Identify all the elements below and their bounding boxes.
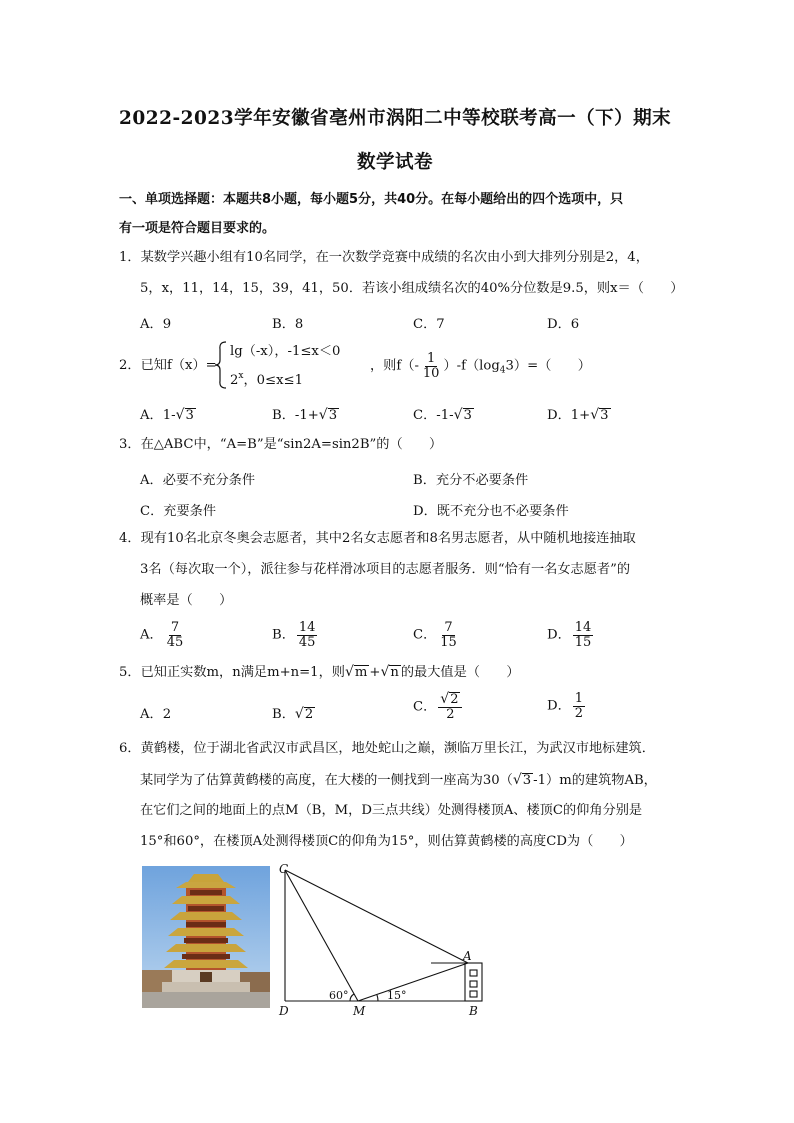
q4-option-c-label: C． <box>413 627 437 643</box>
label-a: A <box>463 949 472 963</box>
q5-plus: + <box>369 665 381 680</box>
q2-option-a: A．1-√3 <box>140 407 194 423</box>
question-4-line3: 概率是（ ） <box>140 593 233 608</box>
q4-option-a-den: 45 <box>166 634 184 650</box>
question-6-line3: 在它们之间的地面上的点M（B，M，D三点共线）处测得楼顶A、楼顶C的仰角分别是 <box>140 803 643 818</box>
q4-option-d-den: 15 <box>574 634 592 650</box>
q5-option-d-label: D． <box>547 698 571 714</box>
q3-option-d: D．既不充分也不必要条件 <box>413 504 569 519</box>
q2-option-b-radicand: 3 <box>328 408 338 423</box>
q5-option-c-den: 2 <box>446 707 455 723</box>
q5-option-b-label: B． <box>272 707 295 722</box>
q1-option-d: D．6 <box>547 317 580 332</box>
question-3: 3．在△ABC中，“A=B”是“sin2A=sin2B”的（ ） <box>119 437 443 452</box>
q2-mid: ，则f（- <box>370 358 419 374</box>
q2-piece-2-exp: x <box>238 371 244 381</box>
question-6-line4: 15°和60°，在楼顶A处测得楼顶C的仰角为15°，则估算黄鹤楼的高度CD为（ ） <box>140 834 633 849</box>
q4-option-a-label: A． <box>140 627 163 643</box>
q5-option-c-label: C． <box>413 699 437 715</box>
label-b: B <box>469 1004 478 1018</box>
segment-cm <box>285 870 358 1001</box>
geometry-figure <box>278 860 494 1020</box>
q4-option-c-num: 7 <box>444 620 453 635</box>
q2-log-base: 4 <box>499 365 506 376</box>
label-angle-15: 15° <box>387 989 407 1002</box>
q1-option-c: C．7 <box>413 317 445 332</box>
q2-option-b-pre: -1+ <box>294 408 319 423</box>
q2-option-a-radicand: 3 <box>185 408 194 423</box>
q2-option-a-label: A． <box>140 408 163 423</box>
q5-option-c-radicand: 2 <box>450 692 459 707</box>
section-heading-cont: 有一项是符合题目要求的。 <box>119 221 276 236</box>
q2-option-d: D．1+√3 <box>547 407 609 423</box>
q4-option-d-num: 14 <box>574 620 592 635</box>
question-6-line2: 某同学为了估算黄鹤楼的高度，在大楼的一侧找到一座高为30（√3 -1）m的建筑物AB， <box>140 772 657 788</box>
q5-option-d-den: 2 <box>574 705 584 721</box>
question-6-line1: 6．黄鹤楼，位于湖北省武汉市武昌区，地处蛇山之巅，濒临万里长江，为武汉市地标建筑． <box>119 741 655 756</box>
section-heading: 一、单项选择题：本题共8小题，每小题5分，共40分。在每小题给出的四个选项中，只 <box>119 192 624 207</box>
q5-post: 的最大值是（ ） <box>400 665 520 680</box>
q4-option-b-den: 45 <box>298 634 316 650</box>
q3-option-a: A．必要不充分条件 <box>140 473 256 488</box>
q2-option-c-pre: -1- <box>436 408 454 423</box>
q5-radicand-m: m <box>354 665 368 680</box>
label-angle-60: 60° <box>329 989 349 1002</box>
segment-ca <box>285 870 468 963</box>
q5-option-c: C． $\frac{√2}{2}$ <box>413 692 464 722</box>
q2-option-c-radicand: 3 <box>463 408 472 423</box>
building-ab <box>465 963 482 1001</box>
q5-option-d <box>547 692 587 720</box>
q4-option-b <box>272 621 319 649</box>
q4-option-b-label: B． <box>272 627 295 643</box>
q2-piece-1: lg（-x），-1≤x＜0 <box>230 344 341 359</box>
q2-piece-2-base: 2 <box>230 373 239 388</box>
q3-option-c: C．充要条件 <box>140 504 217 519</box>
q5-option-a: A．2 <box>140 707 172 722</box>
q4-option-d-label: D． <box>547 627 571 643</box>
q2-option-c: C．-1-√3 <box>413 407 472 423</box>
angle-60-arc <box>350 994 354 1001</box>
q2-option-b-label: B． <box>272 408 295 423</box>
q1-option-b: B．8 <box>272 317 304 332</box>
question-4-line1: 4．现有10名北京冬奥会志愿者，其中2名女志愿者和8名男志愿者，从中随机地接连抽取 <box>119 531 636 546</box>
q4-option-b-num: 14 <box>298 620 316 635</box>
q2-option-c-label: C． <box>413 408 437 423</box>
q2-option-a-pre: 1- <box>162 408 176 423</box>
q4-option-d <box>547 621 595 649</box>
q2-option-d-pre: 1+ <box>570 408 591 423</box>
question-1-line2: 5，x，11，14，15，39，41，50．若该小组成绩名次的40%分位数是9.5，则x＝（ ） <box>140 281 684 296</box>
q2-piece-2-rest: ，0≤x≤1 <box>243 373 303 388</box>
q2-fraction <box>421 352 442 380</box>
q6-line2-radicand: 3 <box>522 773 532 788</box>
q5-pre: 5．已知正实数m，n满足m+n=1，则 <box>119 665 345 680</box>
exam-title-line2: 数学试卷 <box>357 152 434 173</box>
q5-radicand-n: n <box>390 665 399 680</box>
q2-expression <box>370 352 591 380</box>
q2-option-d-label: D． <box>547 408 571 423</box>
q6-line2-pre: 某同学为了估算黄鹤楼的高度，在大楼的一侧找到一座高为30（ <box>140 773 513 788</box>
q2-option-b: B．-1+√3 <box>272 407 338 423</box>
segment-ma <box>358 963 468 1001</box>
q2-option-d-radicand: 3 <box>600 408 609 423</box>
q5-option-b: B．√2 <box>272 706 314 722</box>
question-2-prefix: 2．已知f（x）= <box>119 358 217 373</box>
q6-line2-post: -1）m的建筑物AB， <box>533 773 657 788</box>
question-1-line1: 1．某数学兴趣小组有10名同学，在一次数学竞赛中成绩的名次由小到大排列分别是2，4， <box>119 250 649 265</box>
q4-option-a <box>140 621 187 649</box>
question-4-line2: 3名（每次取一个），派往参与花样滑冰项目的志愿者服务．则“恰有一名女志愿者”的 <box>140 562 631 577</box>
q4-option-a-num: 7 <box>170 620 180 635</box>
angle-15-arc <box>377 995 378 1001</box>
exam-title-line1: 2022-2023学年安徽省亳州市涡阳二中等校联考高一（下）期末 <box>119 108 672 129</box>
q2-mid2: ）-f（log <box>443 358 500 374</box>
q2-frac-den: 10 <box>422 365 440 381</box>
yellow-crane-tower-photo <box>142 866 270 1008</box>
q5-option-b-radicand: 2 <box>304 707 314 722</box>
label-d: D <box>279 1004 289 1018</box>
q2-piece-2 <box>230 372 303 387</box>
q3-option-b: B．充分不必要条件 <box>413 473 529 488</box>
q5-option-d-num: 1 <box>574 691 584 706</box>
question-5: 5．已知正实数m，n满足m+n=1，则√m +√n 的最大值是（ ） <box>119 664 520 680</box>
q2-suffix: 3）=（ ） <box>505 358 591 374</box>
q1-option-a: A．9 <box>140 317 172 332</box>
q4-option-c-den: 15 <box>440 634 457 650</box>
q2-frac-num: 1 <box>427 351 436 366</box>
label-c: C <box>279 862 289 876</box>
piecewise-brace <box>214 341 228 389</box>
q4-option-c <box>413 621 461 649</box>
label-m: M <box>353 1004 366 1018</box>
